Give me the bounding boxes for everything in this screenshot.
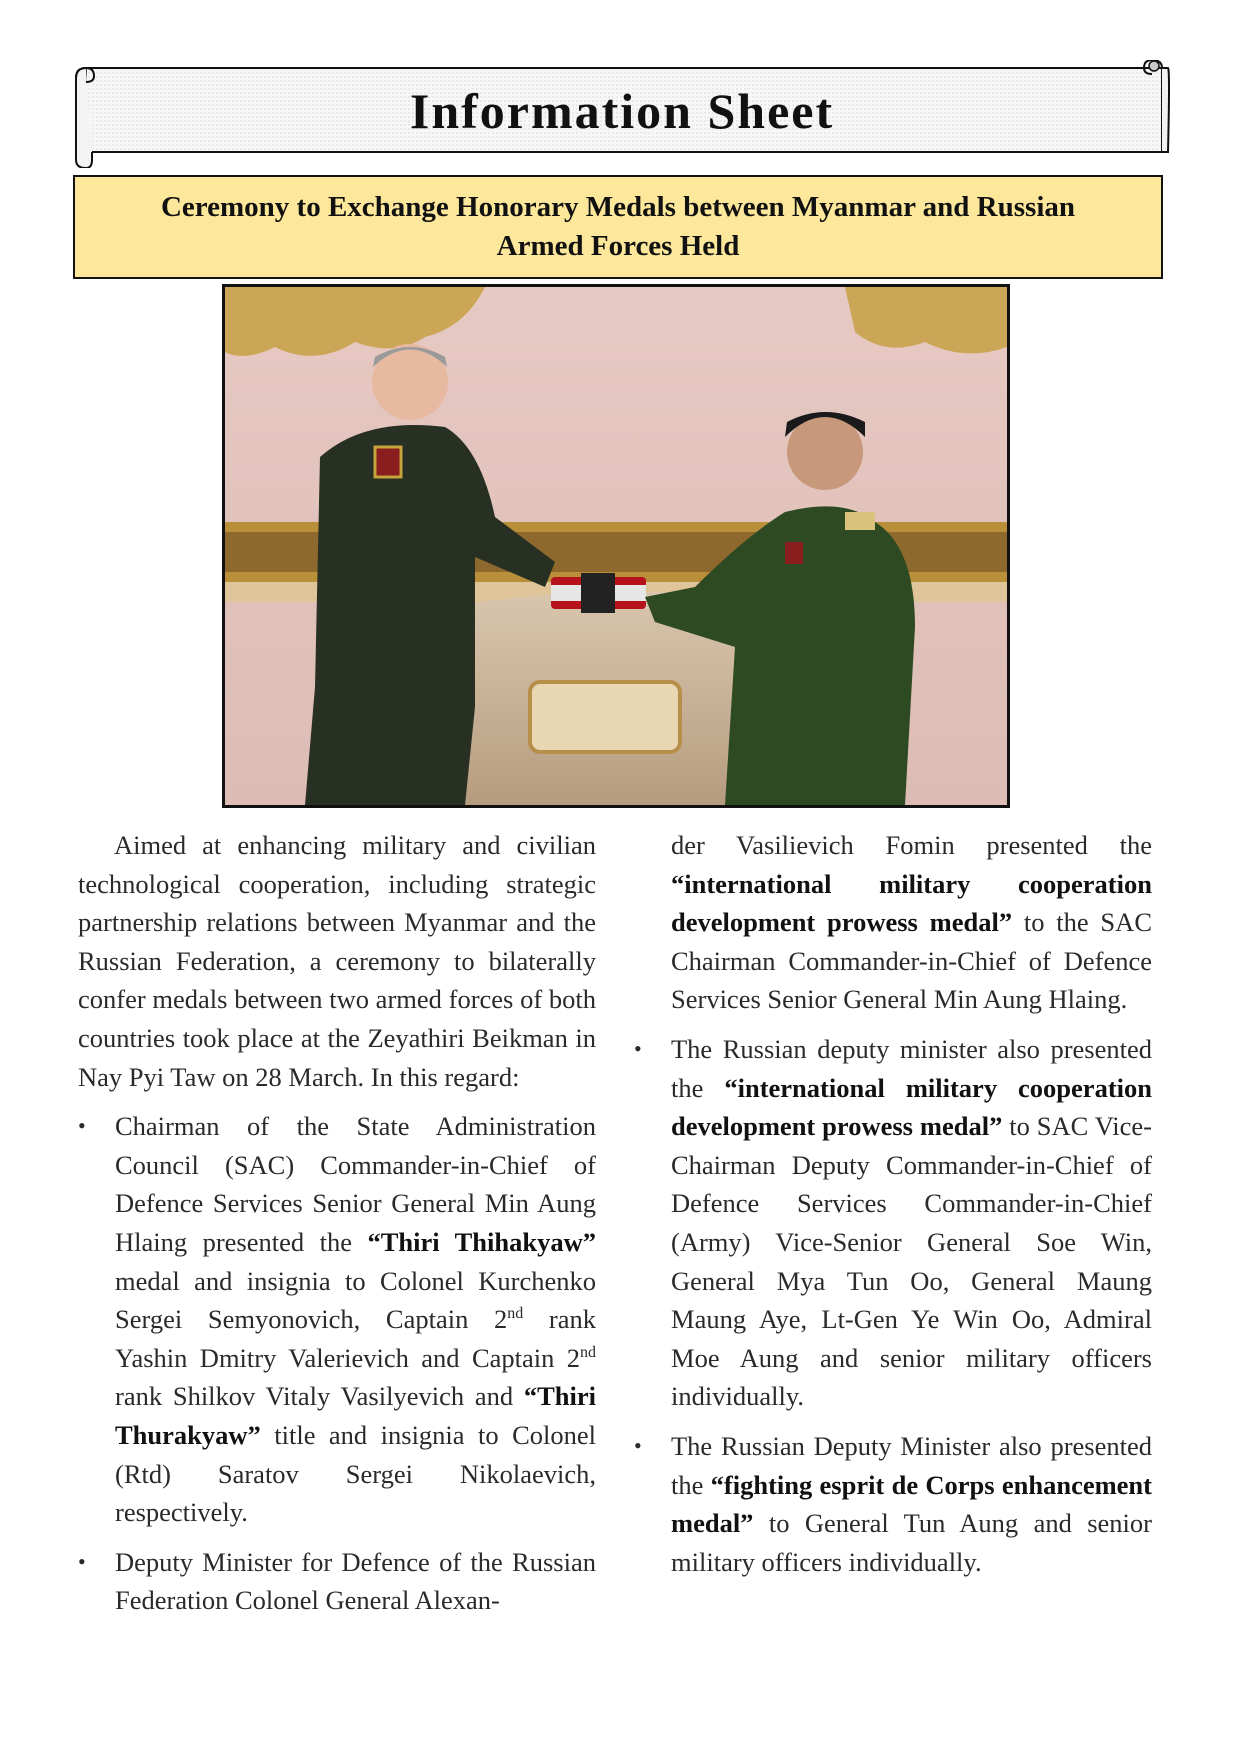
ceremony-photo xyxy=(222,284,1010,808)
list-item: • Chairman of the State Administration Council (SAC) Commander-in-Chief of Defence Services Senior General Min Aung Hlaing presented the “Thiri Thihakyaw” medal and insignia to Colonel Kurchenko Sergei Semyonovich, Captain 2nd rank Yashin Dmitry Valerievich and Captain 2nd rank Shilkov Vitaly Vasilyevich and “Thiri Thurakyaw” title and insignia to Colonel (Rtd) Saratov Sergei Nikolaevich, respectively. xyxy=(78,1107,596,1532)
bullet-list-left xyxy=(78,1107,596,1620)
list-item: • The Russian Deputy Minister also presented the “fighting esprit de Corps enhancement medal” to General Tun Aung and senior military officers individually. xyxy=(634,1427,1152,1581)
headline: Ceremony to Exchange Honorary Medals between Myanmar and Russian Armed Forces Held xyxy=(160,191,1076,262)
list-item: • Deputy Minister for Defence of the Russian Federation Colonel General Alexan- xyxy=(78,1543,596,1620)
list-item-continuation: der Vasilievich Fomin presented the “international military cooperation development prowess medal” to the SAC Chairman Commander-in-Chief of Defence Services Senior General Min Aung Hlaing. xyxy=(671,830,1152,1015)
headline-box xyxy=(73,175,1163,279)
bullet-list-right xyxy=(634,1030,1152,1581)
bullet-icon: • xyxy=(634,1432,642,1458)
right-column xyxy=(634,826,1152,1581)
bullet-icon: • xyxy=(78,1113,86,1139)
title-banner xyxy=(72,60,1172,168)
bullet-icon: • xyxy=(634,1035,642,1061)
list-item: • The Russian deputy minister also presented the “international military cooperation development prowess medal” to SAC Vice-Chairman Deputy Commander-in-Chief of Defence Services Commander-in-Chief (Army) Vice-Senior General Soe Win, General Mya Tun Oo, General Maung Maung Aye, Lt-Gen Ye Win Oo, Admiral Moe Aung and senior military officers individually. xyxy=(634,1030,1152,1416)
intro-paragraph: Aimed at enhancing military and civilian technological cooperation, including strategic partnership relations between Myanmar and the Russian Federation, a ceremony to bilaterally confer medals between two armed forces of both countries took place at the Zeyathiri Beikman in Nay Pyi Taw on 28 March. In this regard: xyxy=(78,830,596,1092)
left-column xyxy=(78,826,596,1620)
page-title: Information Sheet xyxy=(409,83,835,139)
photo-illustration xyxy=(225,287,1007,805)
bullet-icon: • xyxy=(78,1548,86,1574)
